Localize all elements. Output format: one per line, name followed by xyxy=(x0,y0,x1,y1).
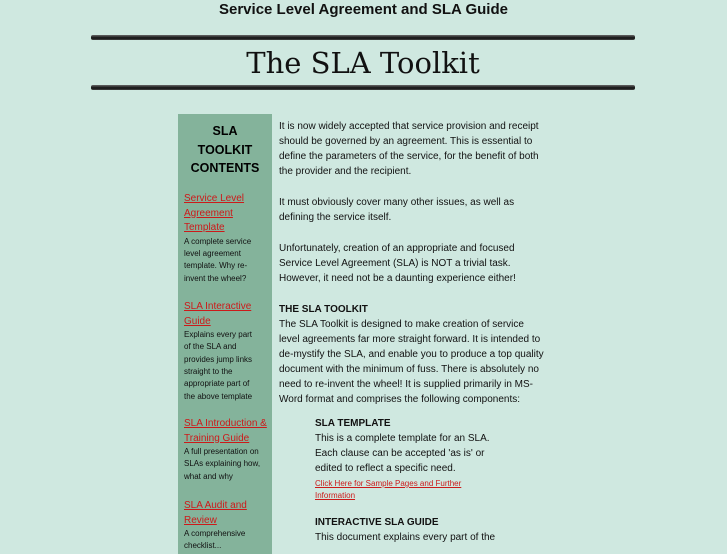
site-title: Service Level Agreement and SLA Guide xyxy=(219,1,508,18)
sidebar-item-description: A full presentation on SLAs explaining how, what and why xyxy=(184,447,261,481)
interactive-guide-link[interactable]: SLA Interactive Guide xyxy=(184,301,252,327)
intro-paragraph: It is now widely accepted that service provision and receipt should be governed by an agreement. This is essential to define the parameters of the service, for the benefit of both the provider and the recipient. xyxy=(279,121,539,177)
sidebar-item-description: Explains every part of the SLA and provides jump links straight to the appropriate part of the above template xyxy=(184,330,253,401)
toolkit-section: THE SLA TOOLKIT The SLA Toolkit is designed to make creation of service level agreements far more straight forward. It is intended to de-mystify the SLA, and enable you to produce a top quality document with the minimum of fuss. There is absolutely no need to re-invent the wheel! It is supplied primarily in MS- Word format and comprises the following components: xyxy=(279,304,544,405)
sla-template-link[interactable]: Service Level Agreement Template xyxy=(184,193,245,234)
sidebar-heading xyxy=(178,122,272,178)
toolkit-heading: THE SLA TOOLKIT xyxy=(279,304,368,315)
sidebar-contents xyxy=(178,114,272,554)
component-sla-template: SLA TEMPLATE This is a complete template for an SLA. Each clause can be accepted 'as is' or edited to reflect a specific need. Click Here for Sample Pages and Further Information xyxy=(315,416,505,502)
audit-review-link[interactable]: SLA Audit and Review xyxy=(184,500,247,526)
component-interactive-guide: INTERACTIVE SLA GUIDE This document explains every part of the xyxy=(315,515,505,545)
introduction-training-link[interactable]: SLA Introduction & Training Guide xyxy=(184,418,267,444)
sidebar-item-description: A comprehensive checklist... xyxy=(184,529,246,551)
sidebar-item-interactive-guide xyxy=(184,300,270,403)
sample-pages-link[interactable]: Click Here for Sample Pages and Further Information xyxy=(315,479,462,500)
sidebar-heading-line: TOOLKIT xyxy=(197,142,253,157)
banner-top-rule xyxy=(91,35,635,40)
component-heading: INTERACTIVE SLA GUIDE xyxy=(315,517,439,528)
sidebar-item-introduction-training xyxy=(184,417,270,483)
component-heading: SLA TEMPLATE xyxy=(315,418,391,429)
banner-bottom-rule xyxy=(91,85,635,90)
sidebar-item-sla-template xyxy=(184,192,270,285)
banner-title: The SLA Toolkit xyxy=(246,46,480,80)
difficulty-paragraph: Unfortunately, creation of an appropriate and focused Service Level Agreement (SLA) is NOT a trivial task. However, it need not be a daunting experience either! xyxy=(279,243,516,284)
sidebar-heading-line: CONTENTS xyxy=(190,161,260,175)
sidebar-heading-line: SLA xyxy=(212,124,238,138)
sidebar-item-description: A complete service level agreement template. Why re- invent the wheel? xyxy=(184,236,252,283)
banner xyxy=(91,35,635,90)
coverage-paragraph: It must obviously cover many other issues, as well as defining the service itself. xyxy=(279,197,515,223)
